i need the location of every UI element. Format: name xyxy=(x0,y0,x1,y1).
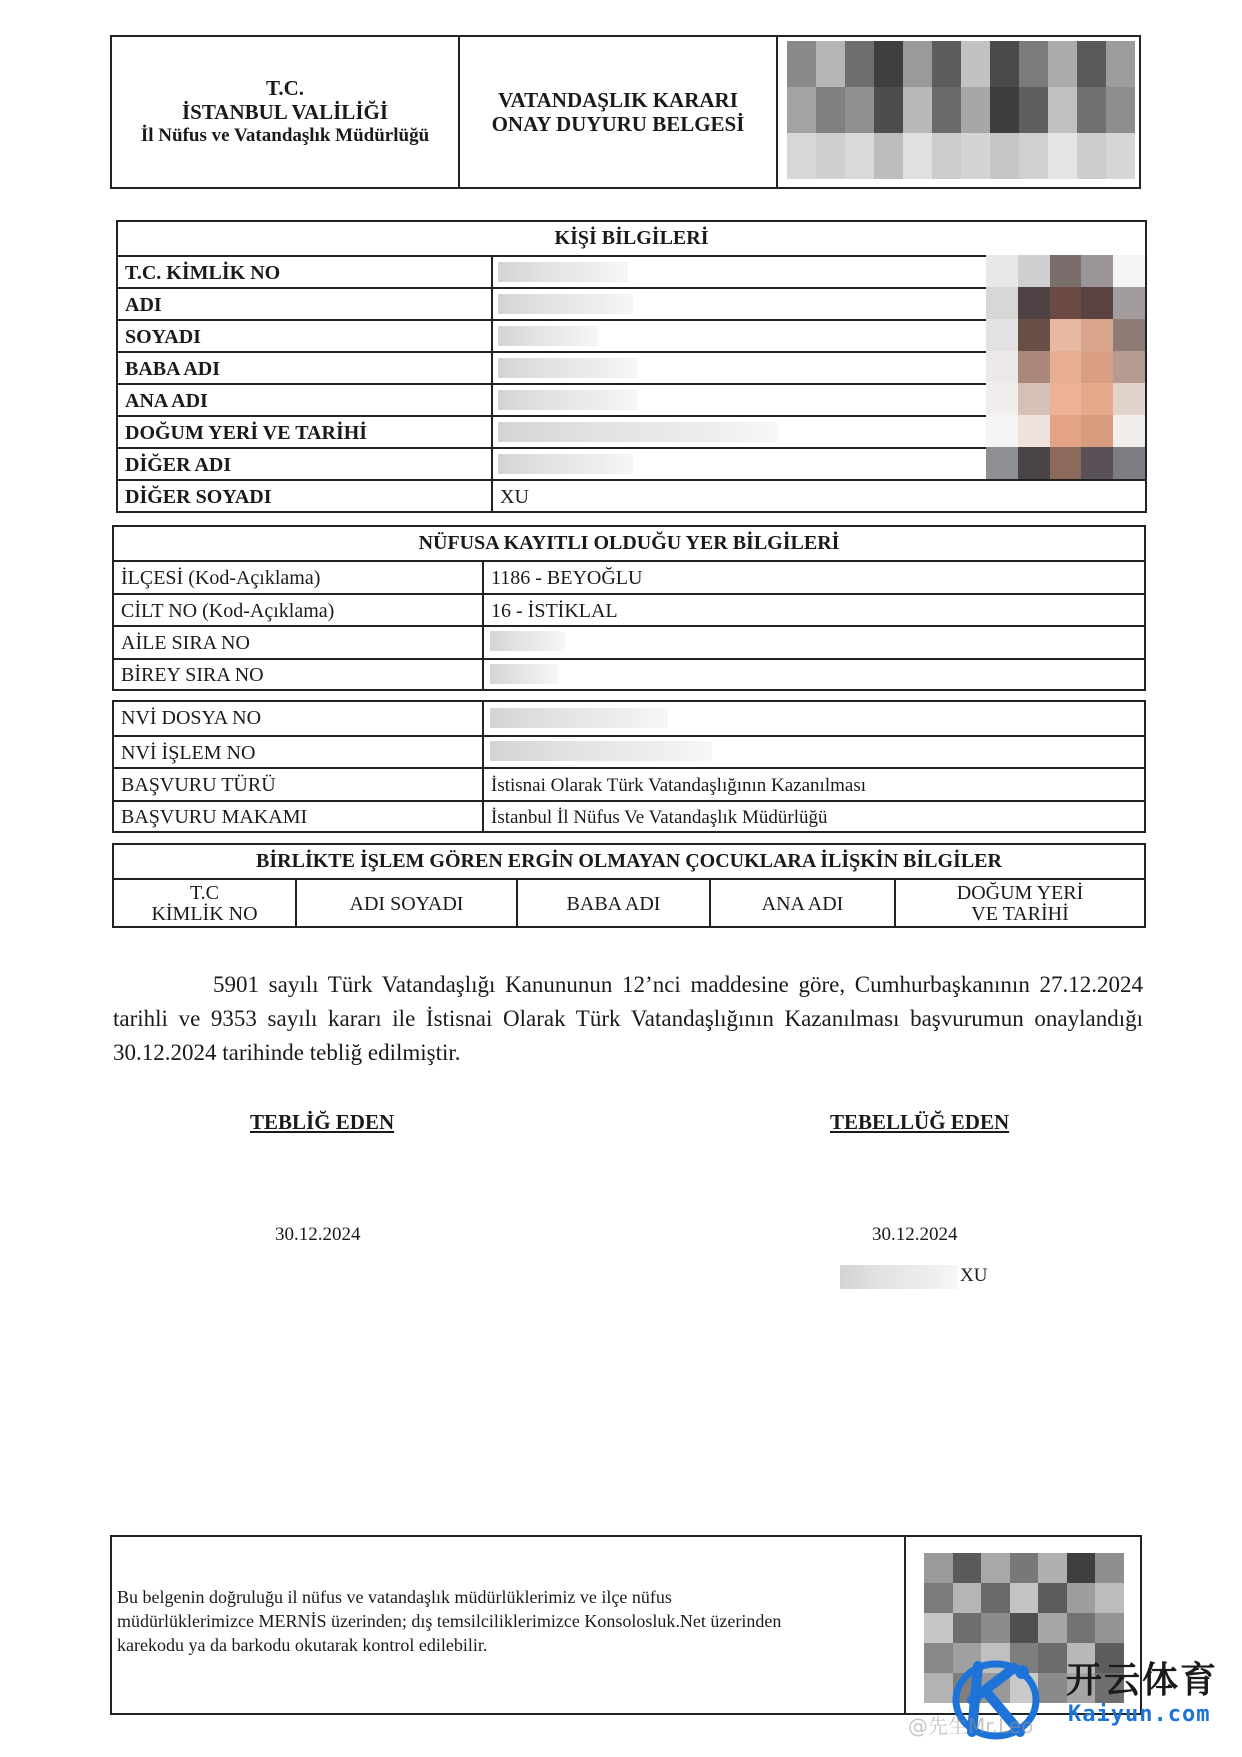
table-row xyxy=(114,625,1144,660)
field-label: BAŞVURU TÜRÜ xyxy=(114,769,484,802)
signature-title-right: TEBELLÜĞ EDEN xyxy=(830,1110,1010,1134)
table-row xyxy=(118,479,1145,513)
column-header-ana-adi xyxy=(711,880,896,928)
person-photo xyxy=(986,255,1145,479)
signature-date-right: 30.12.2024 xyxy=(872,1224,958,1245)
redacted-value xyxy=(498,294,633,314)
issuing-authority xyxy=(112,37,460,187)
column-header-baba-adi xyxy=(518,880,711,928)
column-header-line: KİMLİK NO xyxy=(151,903,258,925)
document-title-line-2: ONAY DUYURU BELGESİ xyxy=(491,112,745,136)
approval-statement: 5901 sayılı Türk Vatandaşlığı Kanununun 12’nci maddesine göre, Cumhurbaşkanının 27.12.2024 tarihli ve 9353 sayılı kararı ile İstisnai Olarak Türk Vatandaşlığının Kazanılması başvurumun onaylandığı 30.12.2024 tarihinde tebliğ edilmiştir. xyxy=(113,972,1143,1065)
column-header-line: DOĞUM YERİ xyxy=(956,882,1084,904)
redacted-value xyxy=(490,708,668,728)
column-header-dogum-yeri xyxy=(896,880,1144,928)
table-row xyxy=(114,800,1144,833)
field-label: NVİ İŞLEM NO xyxy=(114,737,484,769)
brand-name-en: Kaiyun.com xyxy=(1068,1702,1211,1727)
field-label: CİLT NO (Kod-Açıklama) xyxy=(114,595,484,627)
footer-divider xyxy=(904,1537,906,1713)
field-label: BAŞVURU MAKAMI xyxy=(114,802,484,833)
authority-line-2: İSTANBUL VALİLİĞİ xyxy=(181,100,388,124)
table-row xyxy=(114,560,1144,595)
watermark xyxy=(908,1642,1238,1754)
field-label: DOĞUM YERİ VE TARİHİ xyxy=(118,417,493,449)
children-header-row xyxy=(114,878,1144,928)
verification-line: Bu belgenin doğruluğu il nüfus ve vatandaşlık müdürlüklerimiz ve ilçe nüfus xyxy=(117,1587,672,1607)
registry-info-table xyxy=(112,525,1146,691)
personal-info-title-row xyxy=(118,222,1145,255)
children-info-title-row xyxy=(114,845,1144,878)
column-header-adi-soyadi xyxy=(297,880,518,928)
field-value xyxy=(484,660,1124,691)
redacted-value xyxy=(498,358,638,378)
redacted-value xyxy=(498,326,598,346)
personal-info-table xyxy=(116,220,1147,513)
column-header-line: VE TARİHİ xyxy=(971,903,1069,925)
signature-date-left: 30.12.2024 xyxy=(275,1224,361,1245)
registry-info-title-row xyxy=(114,527,1144,560)
verification-line: müdürlüklerimizce MERNİS üzerinden; dış temsilciliklerimizce Konsolosluk.Net üzerinden xyxy=(117,1611,782,1631)
field-label: BABA ADI xyxy=(118,353,493,385)
redacted-value xyxy=(498,454,633,474)
field-label: T.C. KİMLİK NO xyxy=(118,257,493,289)
watermark-handle: @先生Mr.Leo xyxy=(908,1714,1034,1738)
document-header xyxy=(110,35,1141,189)
authority-line-3: İl Nüfus ve Vatandaşlık Müdürlüğü xyxy=(140,125,430,146)
table-row xyxy=(114,658,1144,691)
redacted-value xyxy=(498,422,778,442)
column-header-tc-kimlik-no xyxy=(114,880,297,928)
table-row xyxy=(114,593,1144,627)
column-header-line: ADI SOYADI xyxy=(349,892,464,915)
field-value: 1186 - BEYOĞLU xyxy=(491,567,643,589)
children-info-table xyxy=(112,843,1146,928)
verification-text xyxy=(117,1585,997,1657)
field-label: NVİ DOSYA NO xyxy=(114,702,484,735)
column-header-line: BABA ADI xyxy=(566,892,661,915)
document-title-line-1: VATANDAŞLIK KARARI xyxy=(498,88,738,112)
field-label: DİĞER SOYADI xyxy=(118,481,493,513)
field-value xyxy=(484,627,1124,660)
personal-info-title: KİŞİ BİLGİLERİ xyxy=(554,227,709,249)
column-header-line: ANA ADI xyxy=(761,892,844,915)
redacted-value xyxy=(490,741,712,761)
field-label: İLÇESİ (Kod-Açıklama) xyxy=(114,562,484,595)
redacted-value xyxy=(490,664,558,684)
field-label: ANA ADI xyxy=(118,385,493,417)
registry-info-title: NÜFUSA KAYITLI OLDUĞU YER BİLGİLERİ xyxy=(418,532,840,554)
redacted-value xyxy=(498,390,638,410)
field-label: AİLE SIRA NO xyxy=(114,627,484,660)
application-info-table xyxy=(112,700,1146,833)
field-label: ADI xyxy=(118,289,493,321)
document-title xyxy=(460,37,778,187)
children-info-title: BİRLİKTE İŞLEM GÖREN ERGİN OLMAYAN ÇOCUKLARA İLİŞKİN BİLGİLER xyxy=(256,850,1002,872)
field-value: İstanbul İl Nüfus Ve Vatandaşlık Müdürlüğü xyxy=(491,806,828,828)
barcode-image xyxy=(787,41,1135,179)
field-label: DİĞER ADI xyxy=(118,449,493,481)
field-value: 16 - İSTİKLAL xyxy=(491,599,618,622)
field-value: XU xyxy=(500,485,529,508)
redacted-value xyxy=(498,262,628,282)
table-row xyxy=(114,767,1144,802)
field-label: BİREY SIRA NO xyxy=(114,660,484,691)
redacted-name xyxy=(840,1265,958,1289)
verification-line: karekodu ya da barkodu okutarak kontrol edilebilir. xyxy=(117,1635,488,1655)
column-header-line: T.C xyxy=(189,882,220,904)
redacted-value xyxy=(490,631,565,651)
field-label: SOYADI xyxy=(118,321,493,353)
brand-name-cn: 开云体育 xyxy=(1066,1660,1219,1701)
signature-title-left: TEBLİĞ EDEN xyxy=(250,1110,395,1134)
authority-line-1: T.C. xyxy=(265,76,305,100)
field-value: İstisnai Olarak Türk Vatandaşlığının Kazanılması xyxy=(491,774,866,796)
signatory-name-suffix: XU xyxy=(960,1265,988,1286)
